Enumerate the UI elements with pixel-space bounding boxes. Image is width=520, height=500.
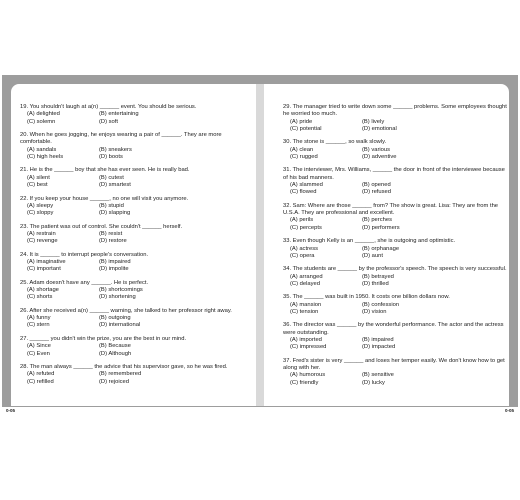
question-stem: 32. Sam: Where are those ______ from? The show is great. Lisa: They are from the U.S.A. They are professional and excellent. <box>283 202 499 217</box>
option-c: (C) potential <box>290 125 322 132</box>
answer-options <box>20 315 246 330</box>
question-30 <box>283 139 509 161</box>
option-c: (C) impressed <box>290 344 327 351</box>
option-d: (D) performers <box>362 224 400 231</box>
question-stem: 26. After she received a(n) ______ warning, she talked to her professor right away. <box>20 307 232 314</box>
option-d: (D) adventive <box>362 153 397 160</box>
question-32 <box>283 203 509 232</box>
option-d: (D) emotional <box>362 125 397 132</box>
option-d: (D) vision <box>362 308 387 315</box>
right-page-number: 0-05 <box>504 408 514 413</box>
option-b: (B) orphanage <box>362 245 400 252</box>
option-c: (C) solemn <box>27 118 56 125</box>
question-20 <box>20 132 246 161</box>
option-a: (A) mansion <box>290 301 322 308</box>
page-gutter <box>256 84 264 406</box>
question-29 <box>283 104 509 133</box>
question-stem: 21. He is the ______ boy that she has ever seen. He is really bad. <box>20 167 190 174</box>
option-a: (A) sleepy <box>27 202 54 209</box>
question-stem: 23. The patient was out of control. She couldn't ______ herself. <box>20 223 183 230</box>
option-d: (D) soft <box>99 118 119 125</box>
question-stem: 35. The ______ was built in 1950. It costs one billion dollars now. <box>283 294 450 301</box>
option-c: (C) revenge <box>27 238 58 245</box>
answer-options <box>20 203 246 218</box>
option-b: (B) stupid <box>99 202 124 209</box>
option-d: (D) smartest <box>99 182 131 189</box>
question-stem: 37. Fred's sister is very ______ and loses her temper easily. We don't know how to get along with her. <box>283 357 505 372</box>
option-c: (C) delayed <box>290 280 320 287</box>
option-c: (C) friendly <box>290 379 319 386</box>
question-31 <box>283 167 509 196</box>
option-a: (A) sandals <box>27 146 57 153</box>
answer-options <box>283 302 509 317</box>
question-27 <box>20 336 246 358</box>
question-21 <box>20 167 246 189</box>
option-a: (A) arranged <box>290 273 323 280</box>
answer-options <box>283 246 509 261</box>
left-question-column <box>20 104 246 392</box>
option-d: (D) refused <box>362 189 391 196</box>
option-d: (D) aunt <box>362 252 383 259</box>
question-35 <box>283 294 509 316</box>
option-a: (A) slammed <box>290 182 323 189</box>
option-b: (B) betrayed <box>362 273 394 280</box>
option-b: (B) cutest <box>99 174 124 181</box>
question-stem: 20. When he goes jogging, he enjoys wearing a pair of ______. They are more comfortable. <box>20 132 222 146</box>
option-c: (C) high heels <box>27 153 64 160</box>
answer-options <box>20 231 246 246</box>
question-stem: 28. The man always ______ the advice that his supervisor gave, so he was fired. <box>20 364 228 370</box>
option-b: (B) Because <box>99 343 131 350</box>
question-19 <box>20 104 246 126</box>
option-a: (A) imported <box>290 337 322 344</box>
option-b: (B) impaired <box>362 337 394 344</box>
option-d: (D) slapping <box>99 210 131 217</box>
option-d: (D) impacted <box>362 344 396 351</box>
option-d: (D) Although <box>99 350 132 357</box>
question-stem: 24. It is ______ to interrupt people's conversation. <box>20 251 149 258</box>
question-stem: 27. ______ you didn't win the prize, you are the best in our mind. <box>20 335 187 342</box>
option-b: (B) sensitive <box>362 372 394 379</box>
question-33 <box>283 238 509 260</box>
question-28 <box>20 364 246 386</box>
option-b: (B) lively <box>362 118 385 125</box>
question-26 <box>20 308 246 330</box>
option-b: (B) shortcomings <box>99 287 143 294</box>
option-a: (A) delighted <box>27 111 60 118</box>
option-a: (A) silent <box>27 174 50 181</box>
question-25 <box>20 280 246 302</box>
question-stem: 25. Adam doesn't have any ______. He is perfect. <box>20 279 149 286</box>
option-c: (C) best <box>27 182 48 189</box>
answer-options <box>20 259 246 274</box>
option-b: (B) entertaining <box>99 111 139 118</box>
question-stem: 22. If you keep your house ______, no one will visit you anymore. <box>20 195 189 202</box>
question-stem: 34. The students are ______ by the professor's speech. The speech is very successful. <box>283 266 507 273</box>
option-c: (C) tension <box>290 308 319 315</box>
question-stem: 31. The interviewer, Mrs. Williams, ______ the door in front of the interviewee because of his bad manners. <box>283 167 505 181</box>
option-b: (B) impaired <box>99 258 131 265</box>
answer-options <box>20 147 246 162</box>
option-a: (A) clean <box>290 146 314 153</box>
option-c: (C) opera <box>290 252 315 259</box>
option-a: (A) shortage <box>27 287 59 294</box>
option-b: (B) remembered <box>99 371 142 378</box>
option-a: (A) humorous <box>290 372 326 379</box>
answer-options <box>20 175 246 190</box>
option-d: (D) thrilled <box>362 280 389 287</box>
question-34 <box>283 266 509 288</box>
option-c: (C) flowed <box>290 189 317 196</box>
answer-options <box>283 274 509 289</box>
question-36 <box>283 322 509 351</box>
option-c: (C) refilled <box>27 378 54 385</box>
option-d: (D) rejoiced <box>99 378 129 385</box>
answer-options <box>20 371 246 386</box>
answer-options <box>283 119 509 134</box>
option-d: (D) boots <box>99 153 123 160</box>
answer-options <box>283 182 509 197</box>
option-a: (A) imaginative <box>27 258 66 265</box>
question-stem: 19. You shouldn't laugh at a(n) ______ event. You should be serious. <box>20 104 197 110</box>
option-b: (B) confession <box>362 301 400 308</box>
option-a: (A) perils <box>290 217 314 224</box>
option-c: (C) rugged <box>290 153 318 160</box>
option-a: (A) restrain <box>27 230 56 237</box>
option-a: (A) actress <box>290 245 319 252</box>
option-a: (A) refuted <box>27 371 55 378</box>
question-stem: 29. The manager tried to write down some ______ problems. Some employees thought he worried too much. <box>283 104 507 118</box>
option-c: (C) Even <box>27 350 50 357</box>
option-c: (C) percepts <box>290 224 322 231</box>
left-page-number: 0-05 <box>6 408 16 413</box>
option-d: (D) restore <box>99 238 127 245</box>
option-b: (B) sneakers <box>99 146 132 153</box>
option-b: (B) resist <box>99 230 123 237</box>
question-stem: 36. The director was ______ by the wonderful performance. The actor and the actress were outstanding. <box>283 322 504 336</box>
option-b: (B) perches <box>362 217 392 224</box>
question-37 <box>283 358 509 387</box>
option-a: (A) pride <box>290 118 313 125</box>
question-23 <box>20 224 246 246</box>
answer-options <box>20 287 246 302</box>
option-b: (B) outgoing <box>99 315 131 322</box>
right-question-column <box>283 104 509 393</box>
option-c: (C) important <box>27 266 61 273</box>
answer-options <box>283 372 509 387</box>
option-d: (D) lucky <box>362 379 385 386</box>
option-c: (C) stern <box>27 322 50 329</box>
answer-options <box>283 337 509 352</box>
option-b: (B) opened <box>362 182 391 189</box>
question-22 <box>20 196 246 218</box>
answer-options <box>283 147 509 162</box>
option-c: (C) shorts <box>27 294 53 301</box>
question-24 <box>20 252 246 274</box>
option-d: (D) shortening <box>99 294 136 301</box>
option-b: (B) various <box>362 146 391 153</box>
option-d: (D) international <box>99 322 141 329</box>
answer-options <box>283 217 509 232</box>
answer-options <box>20 343 246 358</box>
option-a: (A) Since <box>27 343 51 350</box>
option-d: (D) impolite <box>99 266 129 273</box>
option-a: (A) funny <box>27 315 51 322</box>
answer-options <box>20 111 246 126</box>
question-stem: 30. The stone is ______, so walk slowly. <box>283 139 387 146</box>
option-c: (C) sloppy <box>27 210 54 217</box>
question-stem: 33. Even though Kelly is an ______, she is outgoing and optimistic. <box>283 238 456 245</box>
